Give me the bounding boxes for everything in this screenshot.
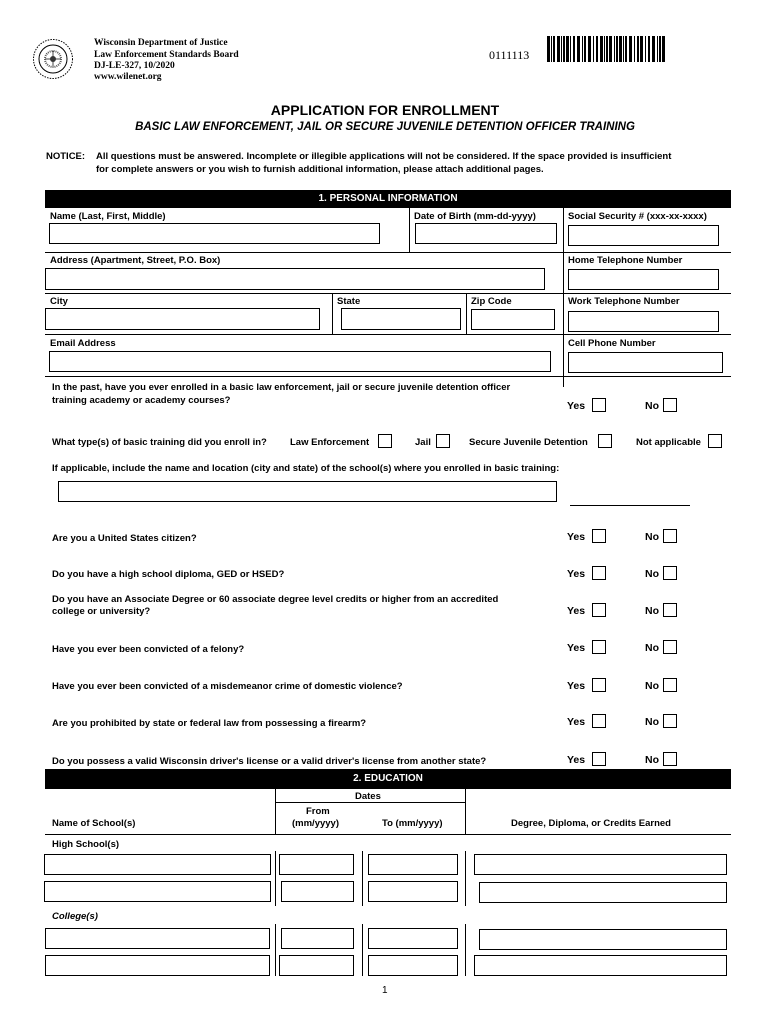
barcode-bar (645, 36, 646, 62)
barcode-bar (657, 36, 658, 62)
barcode-bar (606, 36, 608, 62)
misdemeanor-question: Have you ever been convicted of a misdemeanor crime of domestic violence? (52, 681, 403, 692)
dates-header: Dates (355, 791, 381, 802)
home-phone-label: Home Telephone Number (568, 255, 683, 266)
cell-label: Cell Phone Number (568, 338, 656, 349)
felony-question: Have you ever been convicted of a felony? (52, 644, 245, 655)
no-label: No (645, 605, 659, 617)
zip-input[interactable] (471, 309, 555, 330)
barcode-bar (604, 36, 605, 62)
hs2-to-input[interactable] (368, 881, 458, 902)
notice-line2: for complete answers or you wish to furnish additional information, please attach additional pages. (96, 164, 544, 175)
barcode-bar (637, 36, 639, 62)
barcode (545, 36, 665, 62)
citizen-question: Are you a United States citizen? (52, 533, 197, 544)
school-input[interactable] (58, 481, 557, 502)
website: www.wilenet.org (94, 72, 162, 82)
col1-from-input[interactable] (281, 928, 354, 949)
address-input[interactable] (45, 268, 545, 290)
yes-label: Yes (567, 568, 586, 580)
no-label: No (645, 642, 659, 654)
license-no-checkbox[interactable] (663, 752, 677, 766)
yes-label: Yes (567, 531, 586, 543)
hs2-from-input[interactable] (281, 881, 354, 902)
form-title: APPLICATION FOR ENROLLMENT (270, 102, 500, 118)
citizen-no-checkbox[interactable] (663, 529, 677, 543)
no-label: No (645, 400, 659, 412)
not-applicable-checkbox[interactable] (708, 434, 722, 448)
page-number: 1 (382, 985, 388, 996)
opt-law-label: Law Enforcement (290, 437, 370, 448)
barcode-bar (570, 36, 571, 62)
yes-label: Yes (567, 680, 586, 692)
col1-to-input[interactable] (368, 928, 458, 949)
yes-label: Yes (567, 605, 586, 617)
barcode-bar (616, 36, 618, 62)
felony-no-checkbox[interactable] (663, 640, 677, 654)
barcode-bar (648, 36, 650, 62)
col2-to-input[interactable] (368, 955, 458, 976)
barcode-bar (588, 36, 591, 62)
barcode-bar (600, 36, 603, 62)
work-phone-input[interactable] (568, 311, 719, 332)
notice-label: NOTICE: (46, 151, 86, 162)
diploma-no-checkbox[interactable] (663, 566, 677, 580)
col1-degree-input[interactable] (479, 929, 727, 950)
yes-label: Yes (567, 754, 586, 766)
hs1-to-input[interactable] (368, 854, 458, 875)
license-question: Do you possess a valid Wisconsin driver's license or a valid driver's license from another state? (52, 756, 487, 767)
license-yes-checkbox[interactable] (592, 752, 606, 766)
email-input[interactable] (49, 351, 551, 372)
name-label: Name (Last, First, Middle) (50, 211, 166, 222)
law-enforcement-checkbox[interactable] (378, 434, 392, 448)
no-label: No (645, 754, 659, 766)
cell-input[interactable] (568, 352, 723, 373)
barcode-bar (577, 36, 580, 62)
seal-icon (32, 38, 74, 80)
prior-yes-checkbox[interactable] (592, 398, 606, 412)
barcode-bar (634, 36, 635, 62)
training-type-question: What type(s) of basic training did you enroll in? (52, 437, 267, 448)
opt-na-label: Not applicable (636, 437, 701, 448)
barcode-bar (582, 36, 583, 62)
barcode-bar (619, 36, 622, 62)
form-subtitle: BASIC LAW ENFORCEMENT, JAIL OR SECURE JUVENILE DETENTION OFFICER TRAINING (135, 121, 635, 133)
no-label: No (645, 680, 659, 692)
diploma-question: Do you have a high school diploma, GED or HSED? (52, 569, 285, 580)
no-label: No (645, 531, 659, 543)
ssn-label: Social Security # (xxx-xx-xxxx) (568, 211, 707, 222)
zip-label: Zip Code (471, 296, 512, 307)
associate-yes-checkbox[interactable] (592, 603, 606, 617)
work-phone-label: Work Telephone Number (568, 296, 680, 307)
barcode-bar (593, 36, 594, 62)
barcode-bar (547, 36, 550, 62)
form-number: 0111113 (489, 48, 530, 62)
state-input[interactable] (341, 308, 461, 330)
city-label: City (50, 296, 68, 307)
firearm-yes-checkbox[interactable] (592, 714, 606, 728)
associate-question-1: Do you have an Associate Degree or 60 associate degree level credits or higher from an accredited (52, 594, 499, 605)
firearm-question: Are you prohibited by state or federal law from possessing a firearm? (52, 718, 367, 729)
barcode-bar (652, 36, 655, 62)
col2-school-input[interactable] (45, 955, 270, 976)
barcode-bar (609, 36, 612, 62)
diploma-yes-checkbox[interactable] (592, 566, 606, 580)
barcode-bar (623, 36, 624, 62)
barcode-icon (545, 36, 665, 62)
degree-column-header: Degree, Diploma, or Credits Earned (511, 818, 671, 829)
form-id: DJ-LE-327, 10/2020 (94, 61, 175, 71)
prior-enrollment-q1: In the past, have you ever enrolled in a basic law enforcement, jail or secure juvenile detention officer (52, 382, 511, 393)
barcode-bar (557, 36, 560, 62)
home-phone-input[interactable] (568, 269, 719, 290)
barcode-bar (662, 36, 665, 62)
barcode-bar (551, 36, 552, 62)
section1-header: 1. PERSONAL INFORMATION (45, 190, 731, 207)
misdemeanor-no-checkbox[interactable] (663, 678, 677, 692)
barcode-bar (553, 36, 555, 62)
barcode-bar (614, 36, 615, 62)
school-column-header: Name of School(s) (52, 818, 136, 829)
high-school-label: High School(s) (52, 839, 120, 850)
yes-label: Yes (567, 642, 586, 654)
felony-yes-checkbox[interactable] (592, 640, 606, 654)
barcode-bar (596, 36, 598, 62)
agency-name: Wisconsin Department of Justice (94, 38, 228, 48)
address-label: Address (Apartment, Street, P.O. Box) (50, 255, 221, 266)
barcode-bar (584, 36, 586, 62)
hs2-degree-input[interactable] (479, 882, 727, 903)
city-input[interactable] (45, 308, 320, 330)
name-input[interactable] (49, 223, 380, 244)
col2-from-input[interactable] (279, 955, 354, 976)
dob-label: Date of Birth (mm-dd-yyyy) (414, 211, 536, 222)
yes-label: Yes (567, 716, 586, 728)
state-seal (32, 38, 74, 80)
to-label: To (mm/yyyy) (382, 818, 443, 829)
barcode-bar (640, 36, 643, 62)
hs2-school-input[interactable] (44, 881, 271, 902)
yes-label: Yes (567, 400, 586, 412)
opt-jail-label: Jail (415, 437, 431, 448)
no-label: No (645, 716, 659, 728)
from-label-1: From (306, 806, 330, 817)
hs1-from-input[interactable] (279, 854, 354, 875)
state-label: State (337, 296, 361, 307)
firearm-no-checkbox[interactable] (663, 714, 677, 728)
misdemeanor-yes-checkbox[interactable] (592, 678, 606, 692)
board-name: Law Enforcement Standards Board (94, 50, 239, 60)
no-label: No (645, 568, 659, 580)
associate-question-2: college or university? (52, 606, 151, 617)
ssn-input[interactable] (568, 225, 719, 246)
opt-juvenile-label: Secure Juvenile Detention (469, 437, 588, 448)
barcode-bar (573, 36, 575, 62)
email-label: Email Address (50, 338, 116, 349)
jail-checkbox[interactable] (436, 434, 450, 448)
hs1-school-input[interactable] (44, 854, 271, 875)
college-label: College(s) (52, 911, 98, 922)
from-label-2: (mm/yyyy) (292, 818, 339, 829)
associate-no-checkbox[interactable] (663, 603, 677, 617)
barcode-bar (563, 36, 565, 62)
juvenile-detention-checkbox[interactable] (598, 434, 612, 448)
barcode-bar (659, 36, 661, 62)
barcode-bar (625, 36, 627, 62)
citizen-yes-checkbox[interactable] (592, 529, 606, 543)
notice-line1: All questions must be answered. Incomplete or illegible applications will not be considered. If the space provided is insufficient (96, 151, 672, 162)
col2-degree-input[interactable] (474, 955, 727, 976)
hs1-degree-input[interactable] (474, 854, 727, 875)
barcode-bar (629, 36, 632, 62)
prior-enrollment-q2: training academy or academy courses? (52, 395, 231, 406)
school-question: If applicable, include the name and location (city and state) of the school(s) where you enrolled in basic training: (52, 463, 560, 474)
prior-no-checkbox[interactable] (663, 398, 677, 412)
section2-header: 2. EDUCATION (45, 769, 731, 789)
col1-school-input[interactable] (45, 928, 270, 949)
dob-input[interactable] (415, 223, 557, 244)
barcode-bar (561, 36, 562, 62)
barcode-bar (566, 36, 569, 62)
